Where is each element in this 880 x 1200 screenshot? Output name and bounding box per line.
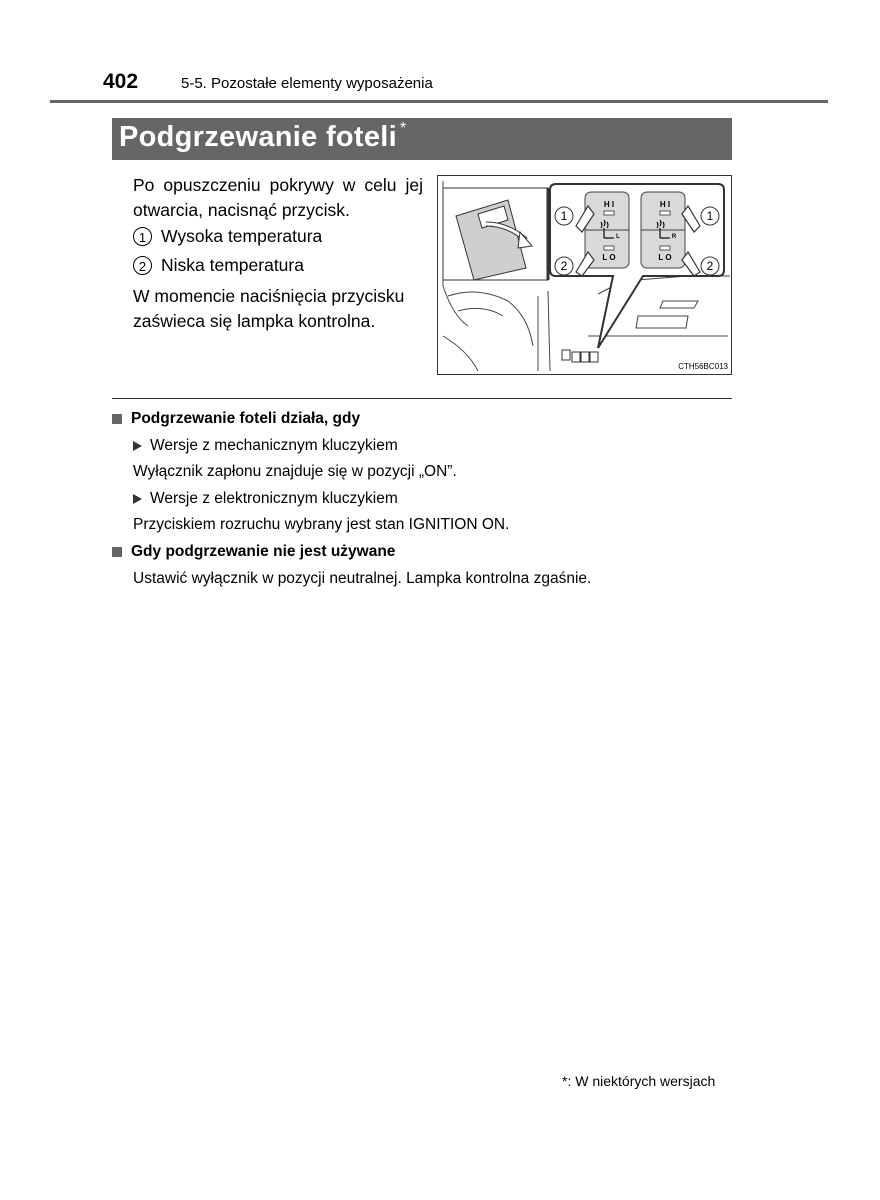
subheading-electronic-key [133, 490, 398, 508]
footnote [562, 1073, 715, 1089]
figure-code: CTH56BC013 [678, 362, 728, 371]
footnote-text: : W niektórych wersjach [567, 1073, 716, 1089]
seat-heater-illustration [437, 175, 732, 375]
list-item-high [133, 224, 322, 249]
header-rule [50, 100, 828, 103]
subheading-text: Wersje z elektronicznym kluczykiem [150, 490, 398, 507]
lo-label-right: L O [658, 253, 672, 262]
hi-label-right: H I [659, 200, 671, 209]
paragraph-electronic-key: Przyciskiem rozruchu wybrany jest stan IGNITION ON. [133, 516, 510, 533]
list-item-label: Wysoka temperatura [161, 226, 323, 246]
list-item-low [133, 253, 304, 278]
switch-cluster [562, 350, 598, 362]
triangle-bullet-icon [133, 494, 142, 504]
footnote-asterisk: * [562, 1073, 568, 1089]
page-number: 402 [103, 70, 139, 93]
triangle-bullet-icon [133, 441, 142, 451]
square-bullet-icon [112, 414, 122, 424]
lo-label-left: L O [602, 253, 616, 262]
indicator-lamp-lo-right [660, 246, 670, 250]
hi-label-left: H I [603, 200, 615, 209]
illustration-svg [438, 176, 731, 374]
section-heading-text: Podgrzewanie foteli działa, gdy [131, 410, 361, 427]
callout-2-right: 2 [706, 259, 714, 273]
circle-number: 2 [133, 256, 152, 275]
circle-number: 1 [133, 227, 152, 246]
section-divider [112, 398, 732, 399]
title-bar [112, 118, 732, 160]
section-heading-text: Gdy podgrzewanie nie jest używane [131, 543, 396, 560]
list-item-label: Niska temperatura [161, 255, 304, 275]
title-asterisk: * [400, 120, 407, 137]
paragraph-not-used: Ustawić wyłącznik w pozycji neutralnej. Lampka kontrolna zgaśnie. [133, 570, 592, 587]
paragraph-mechanical-key: Wyłącznik zapłonu znajduje się w pozycji „ON”. [133, 463, 457, 480]
section-heading-not-used [112, 543, 395, 561]
indicator-lamp-lo-left [604, 246, 614, 250]
side-label-right: R [671, 234, 677, 240]
indicator-lamp-hi-left [604, 211, 614, 215]
page-title-text: Podgrzewanie foteli [119, 121, 398, 153]
side-label-left: L [616, 234, 620, 240]
indicator-note: W momencie naciśnięcia przycisku zaświeca się lampka kontrolna. [133, 286, 405, 331]
callout-2-left: 2 [560, 259, 568, 273]
subheading-mechanical-key [133, 437, 398, 455]
indicator-lamp-hi-right [660, 211, 670, 215]
intro-text: Po opuszczeniu pokrywy w celu jej otwarcia, nacisnąć przycisk. [133, 175, 423, 220]
callout-1-left: 1 [560, 209, 568, 223]
page-title [119, 121, 407, 154]
section-reference: 5-5. Pozostałe elementy wyposażenia [181, 75, 433, 92]
subheading-text: Wersje z mechanicznym kluczykiem [150, 437, 398, 454]
callout-1-right: 1 [706, 209, 714, 223]
square-bullet-icon [112, 547, 122, 557]
section-heading-operation [112, 410, 360, 428]
